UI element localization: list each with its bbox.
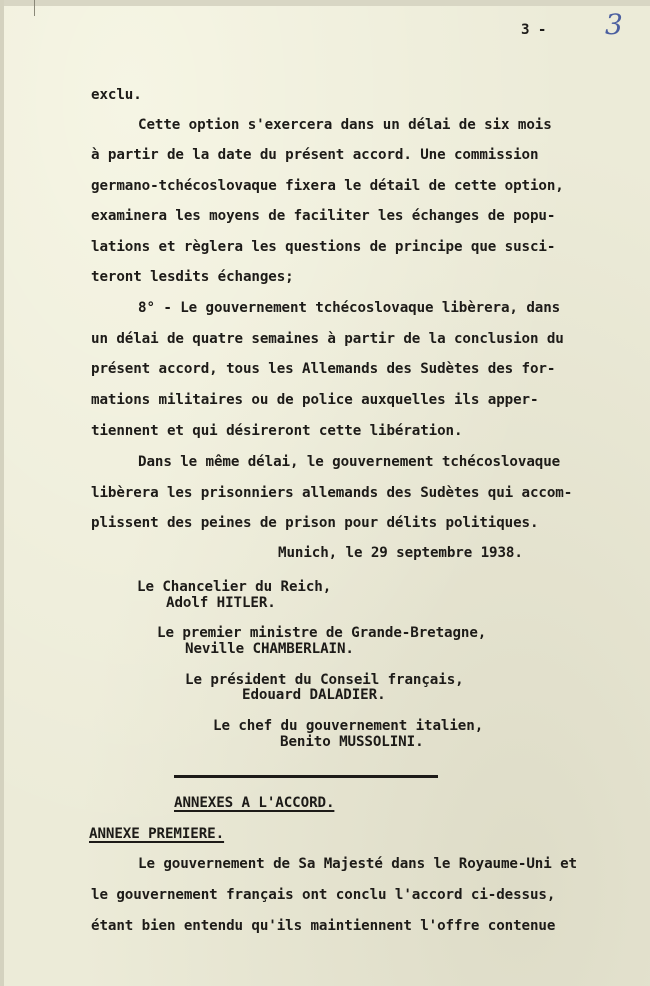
signatory-name: Benito MUSSOLINI.: [280, 734, 424, 750]
signatory-title: Le président du Conseil français,: [185, 672, 464, 688]
body-line: plissent des peines de prison pour délits politiques.: [91, 515, 539, 531]
page-left-edge: [0, 0, 4, 986]
signatory-title: Le chef du gouvernement italien,: [213, 718, 484, 734]
body-line: germano-tchécoslovaque fixera le détail de cette option,: [91, 178, 564, 194]
body-line: étant bien entendu qu'ils maintiennent l'offre contenue: [91, 918, 556, 934]
body-line: lations et règlera les questions de principe que susci-: [91, 239, 556, 255]
body-line: Le gouvernement de Sa Majesté dans le Royaume-Uni et: [138, 856, 577, 872]
page-number: 3 -: [521, 22, 547, 38]
annexe-first-heading: ANNEXE PREMIERE.: [89, 826, 225, 842]
body-line: à partir de la date du présent accord. Une commission: [91, 147, 539, 163]
place-date: Munich, le 29 septembre 1938.: [278, 545, 523, 561]
body-line: teront lesdits échanges;: [91, 269, 294, 285]
body-line: le gouvernement français ont conclu l'accord ci-dessus,: [91, 887, 556, 903]
signatory-title: Le Chancelier du Reich,: [137, 579, 332, 595]
body-line: un délai de quatre semaines à partir de la conclusion du: [91, 331, 564, 347]
body-line: libèrera les prisonniers allemands des Sudètes qui accom-: [91, 485, 573, 501]
body-line: 8° - Le gouvernement tchécoslovaque libèrera, dans: [138, 300, 561, 316]
body-line: présent accord, tous les Allemands des Sudètes des for-: [91, 361, 556, 377]
signatory-title: Le premier ministre de Grande-Bretagne,: [157, 625, 487, 641]
binding-mark: [34, 0, 35, 16]
signatory-name: Adolf HITLER.: [166, 595, 276, 611]
handwritten-folio-number: 3: [605, 8, 623, 41]
annexes-heading: ANNEXES A L'ACCORD.: [174, 795, 335, 811]
body-line: Cette option s'exercera dans un délai de six mois: [138, 117, 552, 133]
signatory-name: Edouard DALADIER.: [242, 687, 386, 703]
body-line: Dans le même délai, le gouvernement tchécoslovaque: [138, 454, 561, 470]
body-line: examinera les moyens de faciliter les échanges de popu-: [91, 208, 556, 224]
body-line: tiennent et qui désireront cette libération.: [91, 423, 463, 439]
page-top-edge: [0, 0, 650, 6]
section-divider-rule: [174, 775, 438, 778]
body-line: mations militaires ou de police auxquelles ils apper-: [91, 392, 539, 408]
signatory-name: Neville CHAMBERLAIN.: [185, 641, 354, 657]
body-line: exclu.: [91, 87, 142, 103]
